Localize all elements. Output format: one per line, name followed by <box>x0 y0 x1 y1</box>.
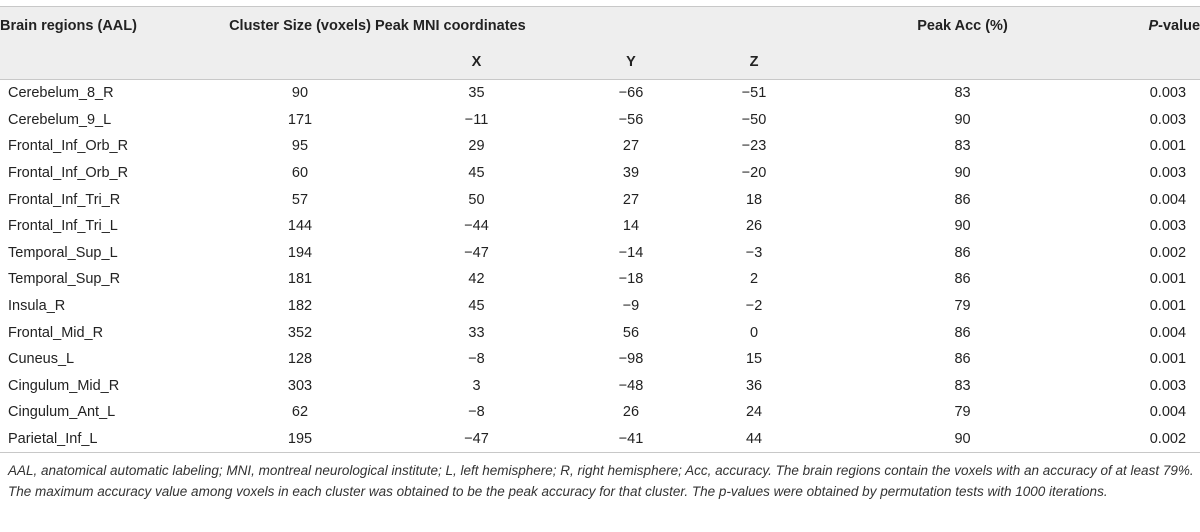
cell-peak-acc: 79 <box>954 298 971 315</box>
cell-cluster-size: 144 <box>287 218 313 235</box>
cell-y: 27 <box>622 138 640 155</box>
cell-peak-acc: 90 <box>954 165 971 182</box>
cell-x: −47 <box>375 426 578 453</box>
table-row <box>0 186 1200 213</box>
cell-pvalue: 0.001 <box>1149 351 1187 368</box>
cell-z: 15 <box>745 351 763 368</box>
cell-y: −41 <box>578 426 684 453</box>
cell-x: 29 <box>468 138 485 155</box>
cell-peak-acc: 86 <box>954 191 971 208</box>
table-row <box>0 319 1200 346</box>
table-footnote: AAL, anatomical automatic labeling; MNI, montreal neurological institute; L, left hemisphere; R, right hemisphere; Acc, accuracy. The brain regions contain the voxels with an accuracy of at least 79%. The maximum accuracy value among voxels in each cluster was obtained to be the peak accuracy for that cluster. The p-values were obtained by permutation tests with 1000 iterations. <box>8 463 1194 499</box>
cell-x: −44 <box>464 218 489 235</box>
cell-z: −20 <box>741 165 767 182</box>
cell-cluster-size: 95 <box>291 138 309 155</box>
cell-x: −11 <box>464 111 489 128</box>
cell-x: 3 <box>472 377 481 394</box>
header-pvalue-p: P <box>1148 18 1159 34</box>
cell-peak-acc: 86 <box>954 351 971 368</box>
header-brain-regions: Brain regions (AAL) <box>0 7 225 46</box>
cell-region: Cerebelum_8_R <box>8 85 114 102</box>
cell-y: 39 <box>622 165 640 182</box>
cell-cluster-size: 195 <box>225 426 375 453</box>
cell-pvalue: 0.002 <box>1149 244 1187 261</box>
cell-z: −23 <box>741 138 767 155</box>
cell-z: 26 <box>745 218 763 235</box>
cell-cluster-size: 128 <box>287 351 313 368</box>
cell-pvalue: 0.003 <box>1149 377 1187 394</box>
brain-regions-table <box>0 6 1200 453</box>
results-table-container <box>0 6 1200 453</box>
header-cluster-size: Cluster Size (voxels) <box>225 7 375 46</box>
cell-peak-acc: 83 <box>954 138 971 155</box>
cell-cluster-size: 60 <box>291 165 309 182</box>
cell-z: −2 <box>745 298 763 315</box>
cell-pvalue: 0.002 <box>1101 426 1200 453</box>
cell-z: 0 <box>749 324 759 341</box>
cell-x: 42 <box>468 271 485 288</box>
cell-y: 26 <box>622 404 640 421</box>
header-blank-p <box>1101 45 1200 80</box>
cell-y: −48 <box>618 377 644 394</box>
cell-region: Frontal_Inf_Tri_R <box>8 191 121 208</box>
cell-y: −98 <box>618 351 644 368</box>
cell-z: 18 <box>745 191 763 208</box>
header-pvalue-rest: -value <box>1158 18 1200 34</box>
cell-peak-acc: 90 <box>954 111 971 128</box>
cell-x: 45 <box>468 298 485 315</box>
cell-y: −66 <box>618 85 644 102</box>
cell-z: 44 <box>684 426 824 453</box>
cell-pvalue: 0.003 <box>1149 85 1187 102</box>
cell-cluster-size: 171 <box>287 111 313 128</box>
cell-region: Frontal_Inf_Orb_R <box>8 138 129 155</box>
cell-peak-acc: 90 <box>824 426 1101 453</box>
table-body <box>0 80 1200 453</box>
cell-pvalue: 0.003 <box>1149 111 1187 128</box>
cell-pvalue: 0.001 <box>1149 298 1187 315</box>
cell-region: Parietal_Inf_L <box>0 426 225 453</box>
header-z: Z <box>684 45 824 80</box>
cell-y: 56 <box>622 324 640 341</box>
header-y: Y <box>578 45 684 80</box>
cell-region: Temporal_Sup_R <box>8 271 121 288</box>
header-x: X <box>375 45 578 80</box>
cell-x: 35 <box>468 85 485 102</box>
cell-peak-acc: 90 <box>954 218 971 235</box>
cell-cluster-size: 352 <box>287 324 313 341</box>
cell-x: 50 <box>468 191 485 208</box>
cell-cluster-size: 194 <box>287 244 313 261</box>
cell-y: −14 <box>618 244 644 261</box>
cell-peak-acc: 79 <box>954 404 971 421</box>
cell-region: Cingulum_Ant_L <box>8 404 116 421</box>
header-blank-acc <box>824 45 1101 80</box>
table-row <box>0 266 1200 293</box>
cell-y: −9 <box>622 298 640 315</box>
cell-pvalue: 0.004 <box>1149 324 1187 341</box>
header-peak-acc: Peak Acc (%) <box>824 7 1101 46</box>
cell-region: Frontal_Mid_R <box>8 324 104 341</box>
cell-peak-acc: 83 <box>954 377 971 394</box>
cell-peak-acc: 86 <box>954 324 971 341</box>
header-blank-size <box>225 45 375 80</box>
header-blank-region <box>0 45 225 80</box>
cell-z: −51 <box>741 85 767 102</box>
cell-region: Cerebelum_9_L <box>8 111 112 128</box>
cell-x: −47 <box>464 244 489 261</box>
cell-pvalue: 0.001 <box>1149 138 1187 155</box>
cell-peak-acc: 86 <box>954 244 971 261</box>
cell-region: Frontal_Inf_Tri_L <box>8 218 118 235</box>
cell-pvalue: 0.004 <box>1149 191 1187 208</box>
cell-region: Frontal_Inf_Orb_R <box>8 165 129 182</box>
cell-cluster-size: 57 <box>291 191 309 208</box>
header-row-coords <box>0 45 1200 80</box>
table-row <box>0 107 1200 134</box>
cell-peak-acc: 86 <box>954 271 971 288</box>
cell-region: Cuneus_L <box>8 351 75 368</box>
header-row-main <box>0 7 1200 46</box>
cell-x: 45 <box>468 165 485 182</box>
cell-cluster-size: 303 <box>287 377 313 394</box>
cell-y: −56 <box>618 111 644 128</box>
table-row <box>0 426 1200 453</box>
cell-pvalue: 0.001 <box>1149 271 1187 288</box>
table-header <box>0 7 1200 80</box>
cell-x: −8 <box>468 404 485 421</box>
cell-region: Cingulum_Mid_R <box>8 377 120 394</box>
cell-z: −3 <box>745 244 763 261</box>
cell-x: 33 <box>468 324 485 341</box>
cell-y: −18 <box>618 271 644 288</box>
table-row <box>0 133 1200 160</box>
header-pvalue <box>1101 7 1200 46</box>
table-row <box>0 240 1200 267</box>
table-row <box>0 399 1200 426</box>
cell-x: −8 <box>468 351 485 368</box>
cell-pvalue: 0.004 <box>1149 404 1187 421</box>
table-row <box>0 213 1200 240</box>
table-row <box>0 346 1200 373</box>
cell-cluster-size: 62 <box>291 404 309 421</box>
cell-pvalue: 0.003 <box>1149 165 1187 182</box>
cell-y: 27 <box>622 191 640 208</box>
table-row <box>0 293 1200 320</box>
cell-z: 24 <box>745 404 763 421</box>
cell-z: 36 <box>745 377 763 394</box>
cell-region: Temporal_Sup_L <box>8 244 118 261</box>
cell-z: 2 <box>749 271 759 288</box>
table-row <box>0 373 1200 400</box>
header-peak-mni: Peak MNI coordinates <box>375 7 824 46</box>
cell-pvalue: 0.003 <box>1149 218 1187 235</box>
cell-cluster-size: 90 <box>291 85 309 102</box>
cell-cluster-size: 182 <box>287 298 313 315</box>
cell-peak-acc: 83 <box>954 85 971 102</box>
cell-region: Insula_R <box>8 298 66 315</box>
table-row <box>0 160 1200 187</box>
cell-cluster-size: 181 <box>287 271 313 288</box>
cell-z: −50 <box>741 111 767 128</box>
table-row <box>0 80 1200 107</box>
cell-y: 14 <box>622 218 640 235</box>
